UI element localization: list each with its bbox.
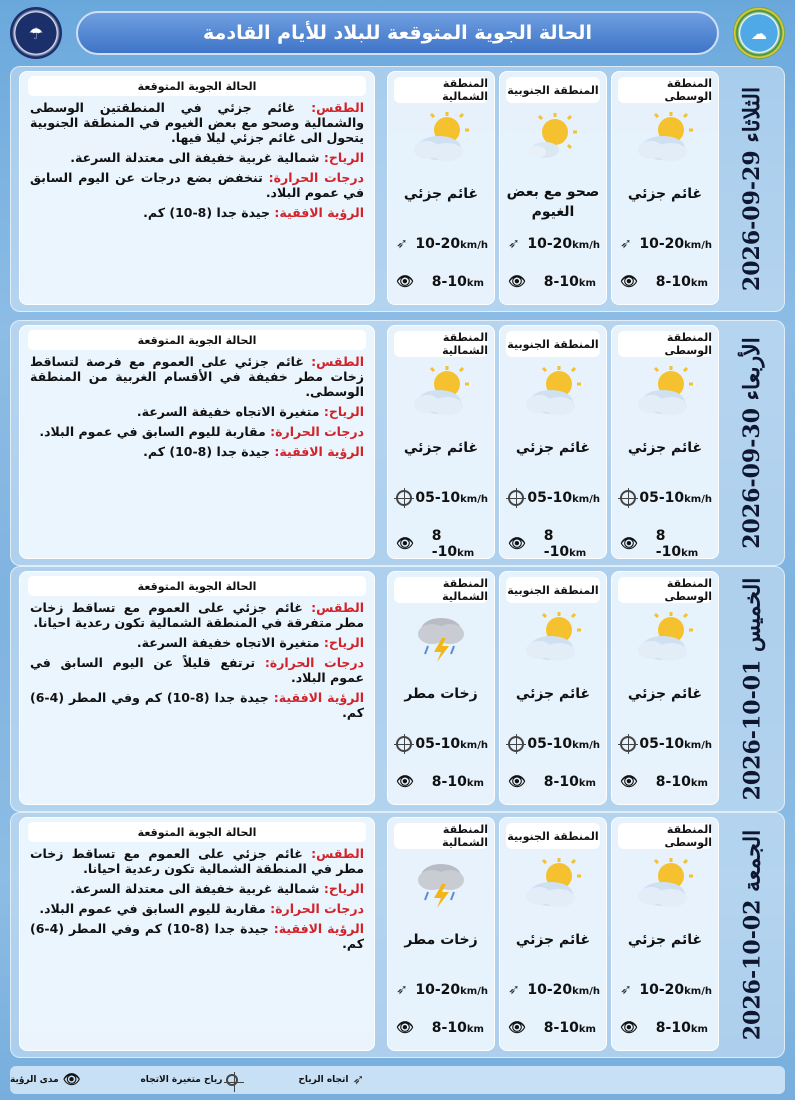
region-title: المنطقة الجنوبية — [506, 577, 600, 603]
legend — [10, 1066, 785, 1094]
region-title: المنطقة الجنوبية — [506, 823, 600, 849]
forecast-temperature: درجات الحرارة: مقاربة لليوم السابق في عموم البلاد. — [39, 424, 364, 439]
region-title: المنطقة الوسطى — [618, 331, 712, 357]
visibility-value: 8-10 — [655, 774, 691, 790]
visibility-row — [396, 274, 488, 290]
forecast-title: الحالة الجوية المتوقعة — [28, 330, 366, 350]
weather-condition: غائم جزئي — [627, 686, 703, 702]
thunder-rain-icon — [414, 612, 468, 666]
visibility-value: 8-10 — [431, 274, 467, 290]
weather-condition: غائم جزئي — [627, 440, 703, 456]
visibility-unit: km — [690, 278, 708, 289]
region-card — [387, 71, 495, 305]
visibility-value: 8 -10 — [431, 528, 458, 560]
forecast-wind: الرياح: شمالية غربية خفيفة الى معتدلة السرعة. — [70, 881, 364, 896]
mostly-sunny-icon — [523, 112, 583, 168]
wind-speed-unit: km/h — [572, 740, 600, 751]
weather-condition: صحو مع بعض الغيوم — [506, 184, 600, 220]
wind-speed-row — [508, 236, 600, 252]
partly-cloudy-icon — [523, 612, 583, 668]
visibility-value: 8-10 — [543, 1020, 579, 1036]
day-date-label: الثلاثاء 29-09-2026 — [739, 86, 765, 292]
wind-speed-value: 10-20 — [639, 236, 685, 252]
forecast-visibility: الرؤية الافقية: جيدة جدا (8-10) كم وفي المطر (4-6) كم. — [30, 690, 364, 720]
forecast-weather: الطقس: غائم جزئي على العموم مع تساقط زخات مطر متفرقة في المنطقة الشمالية تكون رعدية احيانا. — [30, 600, 364, 630]
forecast-wind: الرياح: متغيرة الاتجاه خفيفة السرعة. — [136, 404, 364, 419]
region-card — [611, 571, 719, 805]
partly-cloudy-icon — [523, 366, 583, 422]
eye-icon: 👁 — [396, 1020, 414, 1036]
partly-cloudy-icon — [635, 858, 695, 914]
visibility-row — [508, 528, 600, 560]
forecast-visibility: الرؤية الافقية: جيدة جدا (8-10) كم. — [143, 205, 364, 220]
wind-speed-unit: km/h — [572, 494, 600, 505]
wind-speed-row — [508, 982, 600, 998]
visibility-value: 8 -10 — [655, 528, 682, 560]
legend-wind-direction: ➶ اتجاه الرياح — [298, 1072, 365, 1088]
visibility-row — [396, 774, 488, 790]
region-card — [611, 817, 719, 1051]
visibility-value: 8-10 — [543, 274, 579, 290]
forecast-temperature: درجات الحرارة: ترتفع قليلاً عن اليوم السابق في عموم البلاد. — [30, 655, 365, 685]
partly-cloudy-icon — [635, 612, 695, 668]
wind-speed-unit: km/h — [460, 494, 488, 505]
day-date-label: الأربعاء 30-09-2026 — [739, 337, 765, 549]
wind-speed-row — [620, 982, 712, 998]
region-card — [611, 325, 719, 559]
wind-speed-value: 05-10 — [639, 736, 685, 752]
partly-cloudy-icon — [411, 366, 471, 422]
wind-speed-value: 10-20 — [639, 982, 685, 998]
visibility-unit: km — [690, 1024, 708, 1035]
region-card — [611, 71, 719, 305]
wind-speed-row — [396, 490, 488, 506]
eye-icon: 👁 — [620, 274, 638, 290]
legend-visibility: 👁 مدى الرؤية — [10, 1072, 81, 1088]
forecast-temperature: درجات الحرارة: تنخفض بضع درجات عن اليوم السابق في عموم البلاد. — [30, 170, 364, 200]
region-card — [499, 571, 607, 805]
visibility-unit: km — [466, 1024, 484, 1035]
forecast-panel — [19, 817, 375, 1051]
visibility-unit: km — [681, 548, 699, 559]
weather-condition: غائم جزئي — [403, 440, 479, 456]
visibility-row — [396, 528, 488, 560]
visibility-value: 8-10 — [655, 274, 691, 290]
wind-speed-value: 10-20 — [415, 982, 461, 998]
wind-speed-unit: km/h — [684, 740, 712, 751]
forecast-panel — [19, 571, 375, 805]
wind-speed-row — [620, 236, 712, 252]
partly-cloudy-icon — [635, 112, 695, 168]
wind-speed-unit: km/h — [572, 240, 600, 251]
visibility-row — [396, 1020, 488, 1036]
wind-speed-value: 05-10 — [415, 490, 461, 506]
wind-arrow-icon: ➶ — [620, 236, 632, 252]
eye-icon: 👁 — [620, 774, 638, 790]
visibility-unit: km — [578, 1024, 596, 1035]
visibility-row — [508, 774, 600, 790]
day-card — [10, 812, 785, 1058]
eye-icon: 👁 — [396, 274, 414, 290]
wind-speed-row — [396, 736, 488, 752]
visibility-value: 8-10 — [431, 774, 467, 790]
visibility-row — [508, 1020, 600, 1036]
variable-wind-icon — [226, 1074, 238, 1086]
region-title: المنطقة الجنوبية — [506, 77, 600, 103]
wind-speed-unit: km/h — [572, 986, 600, 997]
page-title: الحالة الجوية المتوقعة للبلاد للأيام القادمة — [76, 11, 719, 55]
wind-speed-row — [508, 490, 600, 506]
weather-authority-logo: ☁ — [733, 7, 785, 59]
eye-icon: 👁 — [396, 536, 414, 552]
header — [10, 8, 785, 58]
thunder-rain-icon — [414, 858, 468, 912]
eye-icon: 👁 — [508, 1020, 526, 1036]
variable-wind-icon — [620, 490, 636, 506]
weather-condition: غائم جزئي — [403, 186, 479, 202]
weather-condition: غائم جزئي — [627, 186, 703, 202]
eye-icon: 👁 — [620, 1020, 638, 1036]
visibility-row — [508, 274, 600, 290]
day-card — [10, 566, 785, 812]
wind-arrow-icon: ➶ — [396, 236, 408, 252]
eye-icon: 👁 — [508, 536, 526, 552]
partly-cloudy-icon — [635, 366, 695, 422]
forecast-panel — [19, 71, 375, 305]
wind-speed-value: 05-10 — [415, 736, 461, 752]
wind-arrow-icon: ➶ — [508, 982, 520, 998]
visibility-unit: km — [578, 278, 596, 289]
wind-speed-value: 10-20 — [415, 236, 461, 252]
forecast-title: الحالة الجوية المتوقعة — [28, 822, 366, 842]
region-title: المنطقة الشمالية — [394, 577, 488, 603]
weather-condition: غائم جزئي — [515, 440, 591, 456]
visibility-row — [620, 274, 712, 290]
region-card — [499, 71, 607, 305]
eye-icon: 👁 — [62, 1072, 81, 1088]
region-card — [499, 325, 607, 559]
visibility-unit: km — [690, 778, 708, 789]
day-card — [10, 320, 785, 566]
wind-arrow-icon: ➶ — [620, 982, 632, 998]
forecast-weather: الطقس: غائم جزئي على العموم مع فرصة لتساقط زخات مطر خفيفة في الأقسام الغربية من المنطقة الوسطى. — [30, 354, 364, 399]
forecast-text — [20, 842, 374, 951]
legend-variable-wind: رياح متغيرة الاتجاه — [140, 1074, 238, 1086]
region-card — [499, 817, 607, 1051]
meteorology-logo: ☂ — [10, 7, 62, 59]
variable-wind-icon — [508, 736, 524, 752]
visibility-value: 8-10 — [655, 1020, 691, 1036]
region-title: المنطقة الشمالية — [394, 331, 488, 357]
variable-wind-icon — [396, 736, 412, 752]
weather-condition: غائم جزئي — [515, 686, 591, 702]
forecast-title: الحالة الجوية المتوقعة — [28, 576, 366, 596]
variable-wind-icon — [620, 736, 636, 752]
forecast-visibility: الرؤية الافقية: جيدة جدا (8-10) كم وفي المطر (4-6) كم. — [30, 921, 364, 951]
region-title: المنطقة الوسطى — [618, 577, 712, 603]
wind-speed-value: 10-20 — [527, 236, 573, 252]
wind-arrow-icon: ➶ — [352, 1072, 365, 1088]
wind-arrow-icon: ➶ — [396, 982, 408, 998]
wind-speed-unit: km/h — [684, 240, 712, 251]
forecast-weather: الطقس: غائم جزئي في المنطقتين الوسطى والشمالية وصحو مع بعض الغيوم في المنطقة الجنوبية يتحول الى غائم جزئي ليلا فيها. — [30, 100, 364, 145]
forecast-title: الحالة الجوية المتوقعة — [28, 76, 366, 96]
weather-condition: زخات مطر — [404, 686, 478, 702]
visibility-value: 8 -10 — [543, 528, 570, 560]
weather-condition: غائم جزئي — [627, 932, 703, 948]
forecast-visibility: الرؤية الافقية: جيدة جدا (8-10) كم. — [143, 444, 364, 459]
weather-condition: زخات مطر — [404, 932, 478, 948]
forecast-wind: الرياح: متغيرة الاتجاه خفيفة السرعة. — [136, 635, 364, 650]
visibility-unit: km — [569, 548, 587, 559]
visibility-unit: km — [457, 548, 475, 559]
visibility-value: 8-10 — [431, 1020, 467, 1036]
weather-condition: غائم جزئي — [515, 932, 591, 948]
wind-speed-value: 10-20 — [527, 982, 573, 998]
eye-icon: 👁 — [620, 536, 638, 552]
wind-speed-row — [620, 490, 712, 506]
wind-speed-unit: km/h — [460, 986, 488, 997]
day-date-label: الخميس 01-10-2026 — [739, 577, 766, 801]
forecast-text — [20, 596, 374, 720]
variable-wind-icon — [396, 490, 412, 506]
region-title: المنطقة الوسطى — [618, 77, 712, 103]
visibility-row — [620, 1020, 712, 1036]
wind-speed-value: 05-10 — [527, 736, 573, 752]
forecast-weather: الطقس: غائم جزئي على العموم مع تساقط زخات مطر في المنطقة الشمالية تكون رعدية احيانا. — [30, 846, 364, 876]
wind-speed-row — [620, 736, 712, 752]
visibility-value: 8-10 — [543, 774, 579, 790]
visibility-unit: km — [578, 778, 596, 789]
variable-wind-icon — [508, 490, 524, 506]
wind-speed-unit: km/h — [460, 240, 488, 251]
forecast-temperature: درجات الحرارة: مقاربة لليوم السابق في عموم البلاد. — [39, 901, 364, 916]
region-title: المنطقة الجنوبية — [506, 331, 600, 357]
wind-speed-row — [508, 736, 600, 752]
region-card — [387, 325, 495, 559]
visibility-row — [620, 528, 712, 560]
eye-icon: 👁 — [396, 774, 414, 790]
forecast-wind: الرياح: شمالية غربية خفيفة الى معتدلة السرعة. — [70, 150, 364, 165]
region-title: المنطقة الشمالية — [394, 823, 488, 849]
forecast-text — [20, 96, 374, 220]
wind-speed-unit: km/h — [684, 986, 712, 997]
region-card — [387, 817, 495, 1051]
wind-speed-value: 05-10 — [527, 490, 573, 506]
region-card — [387, 571, 495, 805]
wind-speed-unit: km/h — [684, 494, 712, 505]
partly-cloudy-icon — [523, 858, 583, 914]
visibility-unit: km — [466, 778, 484, 789]
wind-speed-unit: km/h — [460, 740, 488, 751]
day-date-label: الجمعة 02-10-2026 — [739, 829, 766, 1041]
region-title: المنطقة الشمالية — [394, 77, 488, 103]
forecast-panel — [19, 325, 375, 559]
wind-speed-value: 05-10 — [639, 490, 685, 506]
wind-arrow-icon: ➶ — [508, 236, 520, 252]
eye-icon: 👁 — [508, 274, 526, 290]
forecast-text — [20, 350, 374, 459]
partly-cloudy-icon — [411, 112, 471, 168]
day-card — [10, 66, 785, 312]
eye-icon: 👁 — [508, 774, 526, 790]
visibility-row — [620, 774, 712, 790]
region-title: المنطقة الوسطى — [618, 823, 712, 849]
visibility-unit: km — [466, 278, 484, 289]
wind-speed-row — [396, 982, 488, 998]
wind-speed-row — [396, 236, 488, 252]
